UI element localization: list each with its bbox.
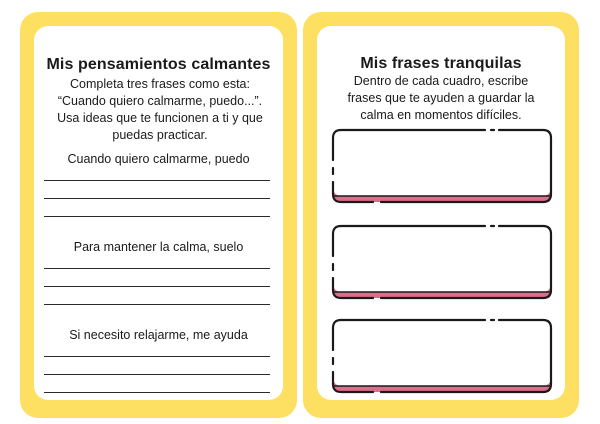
box-frame [333,320,551,394]
left-card-title: Mis pensamientos calmantes [46,56,271,73]
writing-box-3[interactable] [333,320,551,394]
writing-line[interactable] [44,180,270,181]
box-frame [333,226,551,300]
instruction-line: puedas practicar. [112,128,208,142]
right-card-panel [317,26,565,400]
left-card-instructions [40,76,280,144]
left-card [20,12,297,418]
right-card-title: Mis frases tranquilas [360,55,522,72]
writing-line[interactable] [44,304,270,305]
writing-line[interactable] [44,216,270,217]
right-card [303,12,579,418]
right-card-instructions [321,73,561,124]
left-card-panel [34,26,283,400]
instruction-line: Dentro de cada cuadro, escribe [353,74,529,88]
instruction-line: frases que te ayuden a guardar la [347,91,535,105]
box-frame [333,130,551,204]
writing-line[interactable] [44,374,270,375]
writing-box-2[interactable] [333,226,551,300]
writing-line[interactable] [44,286,270,287]
instruction-line: “Cuando quiero calmarme, puedo...”. [57,94,263,108]
instruction-line: Usa ideas que te funcionen a ti y que [57,111,263,125]
writing-line[interactable] [44,392,270,393]
writing-box-1[interactable] [333,130,551,204]
writing-line[interactable] [44,268,270,269]
writing-line[interactable] [44,356,270,357]
instruction-line: Completa tres frases como esta: [70,77,250,91]
prompt-2: Para mantener la calma, suelo [73,240,244,254]
prompt-3: Si necesito relajarme, me ayuda [69,328,248,342]
prompt-1: Cuando quiero calmarme, puedo [67,152,250,166]
writing-line[interactable] [44,198,270,199]
instruction-line: calma en momentos difíciles. [360,108,522,122]
